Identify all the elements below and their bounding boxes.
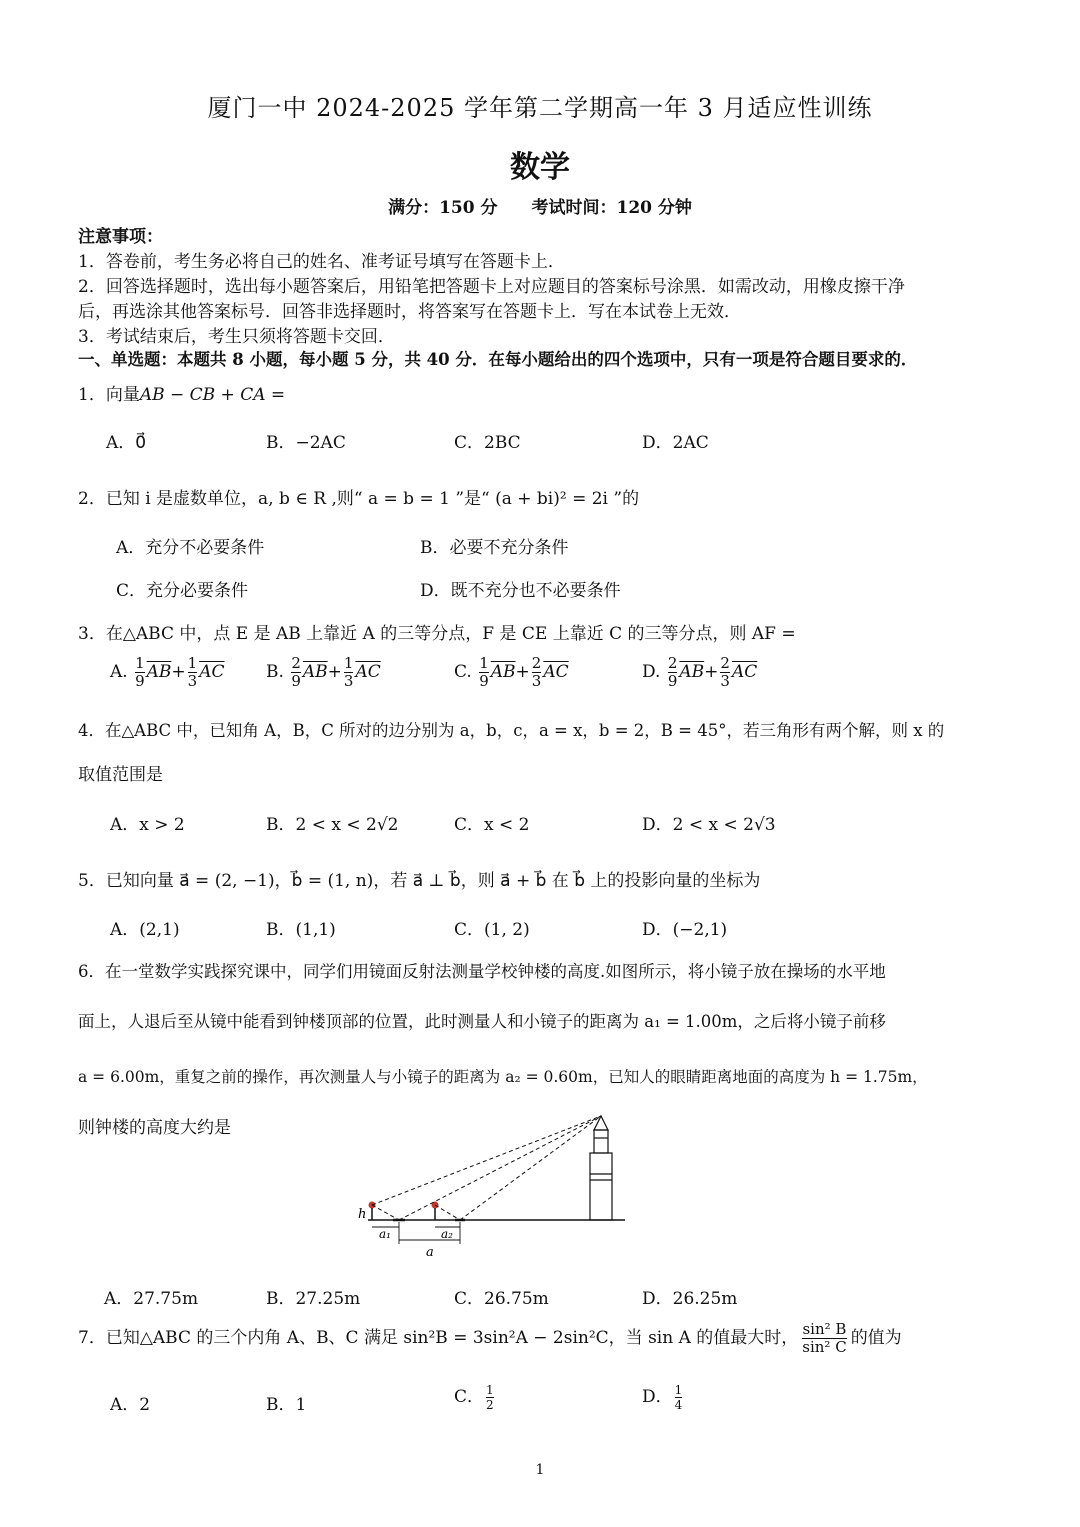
label-a2: a₂ [441, 1227, 453, 1241]
q5-option-d[interactable]: D．(−2,1) [642, 920, 728, 940]
q4-option-c[interactable]: C．x < 2 [454, 815, 530, 835]
q7-option-d[interactable]: D． $\frac{1}{4}$ [642, 1383, 683, 1412]
q1-option-c[interactable]: C．2BC [454, 433, 521, 453]
clock-tower [590, 1116, 612, 1220]
note-3: 3．考试结束后，考生只须将答题卡交回． [78, 327, 395, 347]
page-number: 1 [535, 1462, 545, 1478]
q5-option-b[interactable]: B．(1,1) [266, 920, 336, 940]
question-2: 2．已知 i 是虚数单位，a, b ∈ R ,则“ a = b = 1 ”是“ (a + bi)² = 2i ”的 [78, 489, 640, 509]
exam-title: 厦门一中 2024-2025 学年第二学期高一年 3 月适应性训练 [207, 94, 873, 122]
q3-label-c: C. [454, 662, 472, 682]
q7-option-c[interactable]: C． $\frac{1}{2}$ [454, 1383, 494, 1412]
question-6-line4: 则钟楼的高度大约是 [78, 1118, 231, 1138]
q6-figure [350, 1108, 640, 1268]
q6-option-d[interactable]: D．26.25m [642, 1289, 738, 1309]
question-3: 3．在△ABC 中，点 E 是 AB 上靠近 A 的三等分点，F 是 CE 上靠近 C 的三等分点，则 AF = [78, 624, 796, 644]
q5-option-c[interactable]: C．(1, 2) [454, 920, 530, 940]
q7-stem-suffix: 的值为 [850, 1328, 902, 1348]
question-1 [78, 380, 285, 405]
q1-option-b[interactable]: B．−2AC [266, 433, 346, 453]
q2-option-a[interactable]: A．充分不必要条件 [116, 538, 265, 558]
label-h: h [358, 1207, 367, 1222]
q3-label-d: D. [642, 662, 661, 682]
q4-option-b[interactable]: B．2 < x < 2√2 [266, 815, 399, 835]
section-heading: 一、单选题：本题共 8 小题，每小题 5 分，共 40 分．在每小题给出的四个选项中，只有一项是符合题目要求的． [78, 350, 918, 369]
label-a: a [426, 1245, 434, 1260]
note-2a: 2．回答选择题时，选出每小题答案后，用铅笔把答题卡上对应题目的答案标号涂黑．如需改动，用橡皮擦干净 [78, 277, 905, 297]
question-6-line1: 6．在一堂数学实践探究课中，同学们用镜面反射法测量学校钟楼的高度.如图所示，将小镜子放在操场的水平地 [78, 962, 886, 981]
note-1: 1．答卷前，考生务必将自己的姓名、准考证号填写在答题卡上． [78, 252, 565, 272]
q2-option-d[interactable]: D．既不充分也不必要条件 [420, 581, 621, 601]
q4-option-d[interactable]: D．2 < x < 2√3 [642, 815, 776, 835]
q6-option-c[interactable]: C．26.75m [454, 1289, 549, 1309]
q2-option-c[interactable]: C．充分必要条件 [116, 581, 249, 601]
q3-option-d[interactable]: D. $\frac{2}{9}$ $\overline{AB}+$ $\frac{2}{3}$ $\overline{AC}$ [642, 654, 758, 690]
q1-option-d[interactable]: D．2AC [642, 433, 709, 453]
question-6-line3: a = 6.00m，重复之前的操作，再次测量人与小镜子的距离为 a₂ = 0.60m，已知人的眼睛距离地面的高度为 h = 1.75m， [78, 1068, 928, 1086]
person-2 [432, 1202, 439, 1221]
q3-label-a: A. [110, 662, 128, 682]
question-4-line2: 取值范围是 [78, 765, 163, 785]
subject-title: 数学 [510, 150, 570, 185]
q3-option-a[interactable]: A. $\frac{1}{9}$ $\overline{AB}+$ $\frac{1}{3}$ $\overline{AC}$ [110, 654, 225, 690]
q7-option-b[interactable]: B．1 [266, 1395, 307, 1415]
exam-meta: 满分：150 分 考试时间：120 分钟 [388, 198, 692, 218]
q7-ratio-fraction: $\frac{\text{sin² B}}{\text{sin² C}}$ [802, 1320, 847, 1356]
q3-label-b: B. [266, 662, 284, 682]
q1-expr: AB − CB + CA = [139, 385, 286, 405]
q6-option-a[interactable]: A．27.75m [104, 1289, 199, 1309]
q3-option-c[interactable]: C. $\frac{1}{9}$ $\overline{AB}+$ $\frac{2}{3}$ $\overline{AC}$ [454, 654, 569, 690]
question-7 [78, 1322, 902, 1355]
q2-option-b[interactable]: B．必要不充分条件 [420, 538, 569, 558]
q7-option-a[interactable]: A．2 [110, 1395, 151, 1415]
note-2b: 后，再选涂其他答案标号．回答非选择题时，将答案写在答题卡上．写在本试卷上无效． [78, 302, 741, 322]
notes-heading: 注意事项： [78, 227, 163, 247]
q1-option-a[interactable]: A．0⃗ [106, 433, 147, 453]
q3-option-b[interactable]: B. $\frac{2}{9}$ $\overline{AB}+$ $\frac{1}{3}$ $\overline{AC}$ [266, 654, 381, 690]
q4-option-a[interactable]: A．x > 2 [110, 815, 185, 835]
q1-prefix: 1．向量 [78, 385, 140, 405]
question-6-line2: 面上，人退后至从镜中能看到钟楼顶部的位置，此时测量人和小镜子的距离为 a₁ = 1.00m，之后将小镜子前移 [78, 1012, 886, 1031]
light-rays [372, 1116, 601, 1220]
q6-option-b[interactable]: B．27.25m [266, 1289, 361, 1309]
label-a1: a₁ [379, 1227, 391, 1241]
question-5: 5．已知向量 a⃗ = (2, −1)，b⃗ = (1, n)，若 a⃗ ⊥ b⃗，则 a⃗ + b⃗ 在 b⃗ 上的投影向量的坐标为 [78, 871, 761, 891]
question-4-line1: 4．在△ABC 中，已知角 A，B，C 所对的边分别为 a，b，c，a = x，b = 2，B = 45°，若三角形有两个解，则 x 的 [78, 721, 945, 740]
q7-stem-prefix: 7．已知△ABC 的三个内角 A、B、C 满足 sin²B = 3sin²A − 2sin²C，当 sin A 的值最大时， [78, 1328, 799, 1348]
q5-option-a[interactable]: A．(2,1) [110, 920, 180, 940]
